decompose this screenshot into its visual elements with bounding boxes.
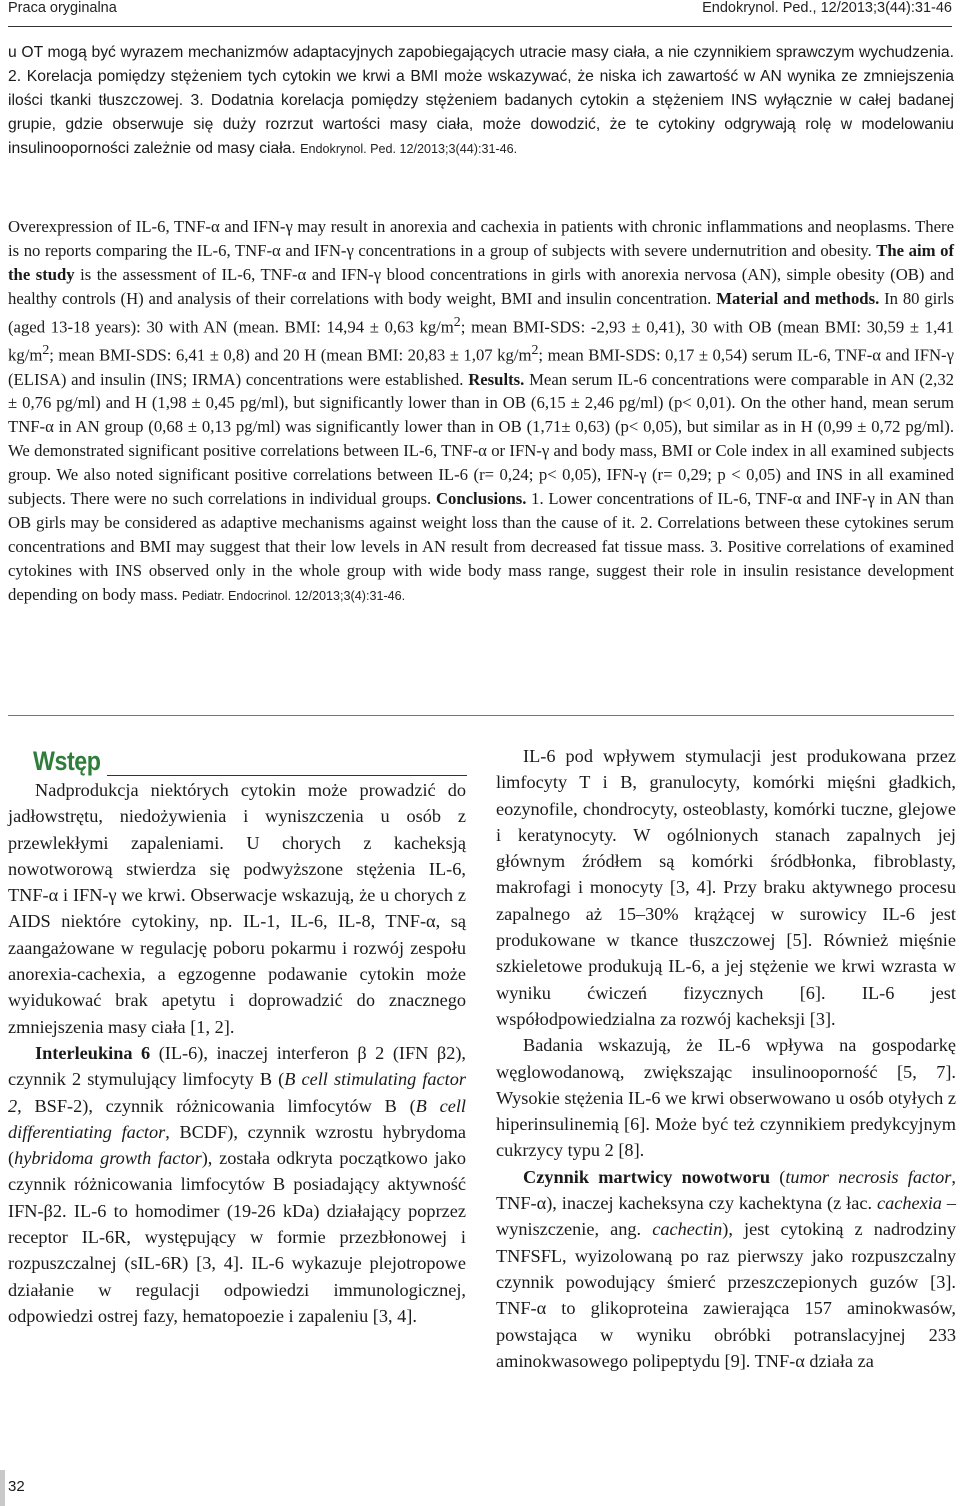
- italic-term: hybridoma growth factor: [14, 1148, 202, 1169]
- body-paragraph: [496, 743, 956, 1032]
- superscript-2: 2: [42, 343, 50, 359]
- body-paragraph: [8, 1040, 466, 1329]
- body-paragraph: [496, 1032, 956, 1163]
- body-text: , TNF-α), inaczej kacheksyna czy kachektyna (z łac.: [496, 1166, 956, 1214]
- italic-term: B cell differentiating factor: [8, 1095, 466, 1142]
- abstract-en-citation: Pediatr. Endocrinol. 12/2013;3(4):31-46.: [181, 588, 406, 603]
- page-number: 32: [8, 1478, 25, 1495]
- body-text: Nadprodukcja niektórych cytokin może prowadzić do jadłowstrętu, niedożywienia i wyniszczenia u osób z przewlekłymi zapaleniami. U chorych z kacheksją nowotworową stwierdza się podwyższone stężenia IL-6, TNF-α i IFN-γ we krwi. Obserwacje wskazują, że u chorych z AIDS niektóre cytokiny, np. IL-1, IL-6, IL-8, TNF-α, są zaangażowane w regulację poboru pokarmu i rozwój zespołu anorexia-cachexia, a egzogenne podawanie cytokin może wyidukować brak apetytu i doprowadzić do znacznego zmniejszenia masy ciała [1, 2].: [8, 780, 466, 1037]
- body-text: IL-6 pod wpływem stymulacji jest produkowana przez limfocyty T i B, granulocyty, komórki mięśni gładkich, eozynofile, chondrocyty, osteoblasty, komórki tuczne, glejowe i keratynocyty. W ogólnionych stanach zapalnych jej głównym źródłem są komórki śródbłonka, fibroblasty, makrofagi i monocyty [3, 4]. Przy braku aktywnego procesu zapalnego aż 15–30% krążącej w surowicy IL-6 jest produkowane w tkance tłuszczowej [5]. Również mięśnie szkieletowe produkują IL-6, a jej stężenie we krwi wzrasta w wyniku ćwiczeń fizycznych [6]. IL-6 jest współodpowiedzialna za rozwój kacheksji [3].: [496, 746, 956, 1029]
- superscript-2: 2: [453, 314, 461, 330]
- italic-term: cachexia: [876, 1193, 942, 1214]
- italic-term: tumor necrosis factor: [785, 1166, 952, 1187]
- body-paragraph: [8, 777, 466, 1040]
- abstract-en-aim: is the assessment of IL-6, TNF-α and IFN-γ blood concentrations in girls with anorexia nervosa (AN), simple obesity (OB) and healthy controls (H) and analysis of their correlations with body weight, BMI and insulin concentration.: [8, 264, 954, 308]
- header-journal-citation: Endokrynol. Ped., 12/2013;3(44):31-46: [702, 0, 952, 16]
- body-text: (: [779, 1166, 786, 1187]
- abstract-english: [8, 215, 954, 609]
- superscript-2: 2: [531, 343, 539, 359]
- body-text: – wyniszczenie, ang.: [496, 1193, 957, 1240]
- term-tnf: Czynnik martwicy nowotworu: [523, 1166, 770, 1187]
- italic-term: cachectin: [652, 1219, 723, 1240]
- abstract-polish-text: u OT mogą być wyrazem mechanizmów adaptacyjnych zapobiegających utracie masy ciała, a nie czynnikiem sprawczym wychudzenia. 2. Korelacja pomiędzy stężeniem tych cytokin we krwi a BMI może wskazywać, że niska ich zawartość w AN wynika ze zmniejszenia ilości tkanki tłuszczowej. 3. Dodatnia korelacja pomiędzy stężeniem badanych cytokin a stężeniem INS wyłącznie w całej badanej grupie, gdzie obserwuje się duży rozrzut wartości masy ciała, może dowodzić, że te cytokiny odgrywają rolę w modelowaniu insulinooporności zależnie od masy ciała.: [8, 44, 954, 157]
- abstract-en-methods-label: Material and methods.: [716, 288, 880, 308]
- body-text: Badania wskazują, że IL-6 wpływa na gospodarkę węglowodanową, zwiększając insulinooporność [5, 7]. Wysokie stężenia IL-6 we krwi obserwowano u osób otyłych z hiperinsulinemią [6]. Może być też czynnikiem predykcyjnym cukrzycy typu 2 [8].: [496, 1035, 956, 1161]
- abstract-en-methods-c: ; mean BMI-SDS: 6,41 ± 0,8) and 20 H (mean BMI: 20,83 ± 1,07 kg/m: [49, 345, 532, 365]
- page-header: [8, 0, 952, 22]
- abstract-en-aim-label: The aim of the study: [8, 240, 954, 284]
- italic-term: B cell stimulating factor 2: [8, 1069, 466, 1116]
- header-divider: [8, 26, 952, 27]
- body-column-left: [8, 777, 466, 1329]
- footer-accent-bar: [0, 1470, 5, 1506]
- abstract-polish: [8, 41, 954, 161]
- term-il6: Interleukina 6: [35, 1042, 151, 1063]
- abstract-en-methods-b: ; mean BMI-SDS: -2,93 ± 0,41), 30 with OB (mean BMI: 30,59 ± 1,41 kg/m: [8, 317, 954, 365]
- header-article-type: Praca oryginalna: [8, 0, 117, 16]
- abstract-en-results-label: Results.: [468, 369, 525, 389]
- abstract-polish-citation: Endokrynol. Ped. 12/2013;3(44):31-46.: [300, 142, 518, 156]
- abstract-en-methods-d: ; mean BMI-SDS: 0,17 ± 0,54) serum IL-6, TNF-α and IFN-γ (ELISA) and insulin (INS; IRMA) concentrations were established.: [8, 345, 954, 389]
- section-heading-underline: [107, 775, 467, 776]
- section-divider: [8, 715, 954, 716]
- body-text: ), została odkryta początkowo jako czynnik różnicowania limfocytów B posiadający aktywność IFN-β2. IL-6 to homodimer (19-26 kDa) działający poprzez receptor IL-6R, występujący w formie przezbłonowej i rozpuszczalnej (sIL-6R) [3, 4]. IL-6 wykazuje plejotropowe działanie w regulacji odpowiedzi immunologicznej, odpowiedzi ostrej fazy, hematopoezie i zapaleniu [3, 4].: [8, 1148, 466, 1326]
- section-heading: Wstęp: [33, 746, 101, 776]
- abstract-en-conclusions-label: Conclusions.: [435, 489, 527, 509]
- abstract-en-results: Mean serum IL-6 concentrations were comparable in AN (2,32 ± 0,76 pg/ml) and H (1,98 ± 0,45 pg/ml), but significantly lower than in OB (6,15 ± 2,46 pg/ml) (p< 0,01). On the other hand, mean serum TNF-α in AN group (0,68 ± 0,13 pg/ml) was significantly lower than in OB (1,71± 0,63) (p< 0,05), but similar as in H (0,99 ± 0,72 pg/ml). We demonstrated significant positive correlations between IL-6, TNF-α or IFN-γ and body mass, BMI or Cole index in all examined subjects group. We also noted significant positive correlations between IL-6 (r= 0,24; p< 0,05), IFN-γ (r= 0,29; p < 0,05) and INS in all examined subjects. There were no such correlations in individual groups.: [8, 369, 955, 509]
- body-text: (IL-6), inaczej interferon β 2 (IFN β2), czynnik 2 stymulujący limfocyty B (: [8, 1042, 466, 1090]
- abstract-en-methods-a: In 80 girls (aged 13-18 years): 30 with AN (mean. BMI: 14,94 ± 0,63 kg/m: [8, 288, 954, 337]
- abstract-en-conclusions: 1. Lower concentrations of IL-6, TNF-α and INF-γ in AN than OB girls may be considered as adaptive mechanisms against weight loss than the cause of it. 2. Correlations between these cytokines serum concentrations and BMI may suggest that their low levels in AN result from decreased fat tissue mass. 3. Positive correlations of examined cytokines with INS observed only in the whole group with wide body mass range, suggest their role in insulin resistance development depending on body mass.: [8, 489, 955, 604]
- body-text: , BCDF), czynnik wzrostu hybrydoma (: [8, 1121, 466, 1169]
- body-text: , BSF-2), czynnik różnicowania limfocytów B (: [17, 1095, 416, 1116]
- body-text: ), jest cytokiną z nadrodziny TNFSFL, wyizolowaną po raz pierwszy jako rozpuszczalny czynnik powodujący śmierć przeszczepionych guzów [3]. TNF-α to glikoproteina zawierająca 157 aminokwasów, powstająca w wyniku obróbki potranslacyjnej 233 aminokwasowego polipeptydu [9]. TNF-α działa za: [496, 1219, 956, 1371]
- abstract-en-intro: Overexpression of IL-6, TNF-α and IFN-γ may result in anorexia and cachexia in patients with chronic inflammations and neoplasms. There is no reports comparing the IL-6, TNF-α and IFN-γ concentrations in a group of subjects with severe undernutrition and obesity.: [8, 217, 954, 260]
- body-paragraph: [496, 1164, 956, 1374]
- body-column-right: [496, 743, 956, 1374]
